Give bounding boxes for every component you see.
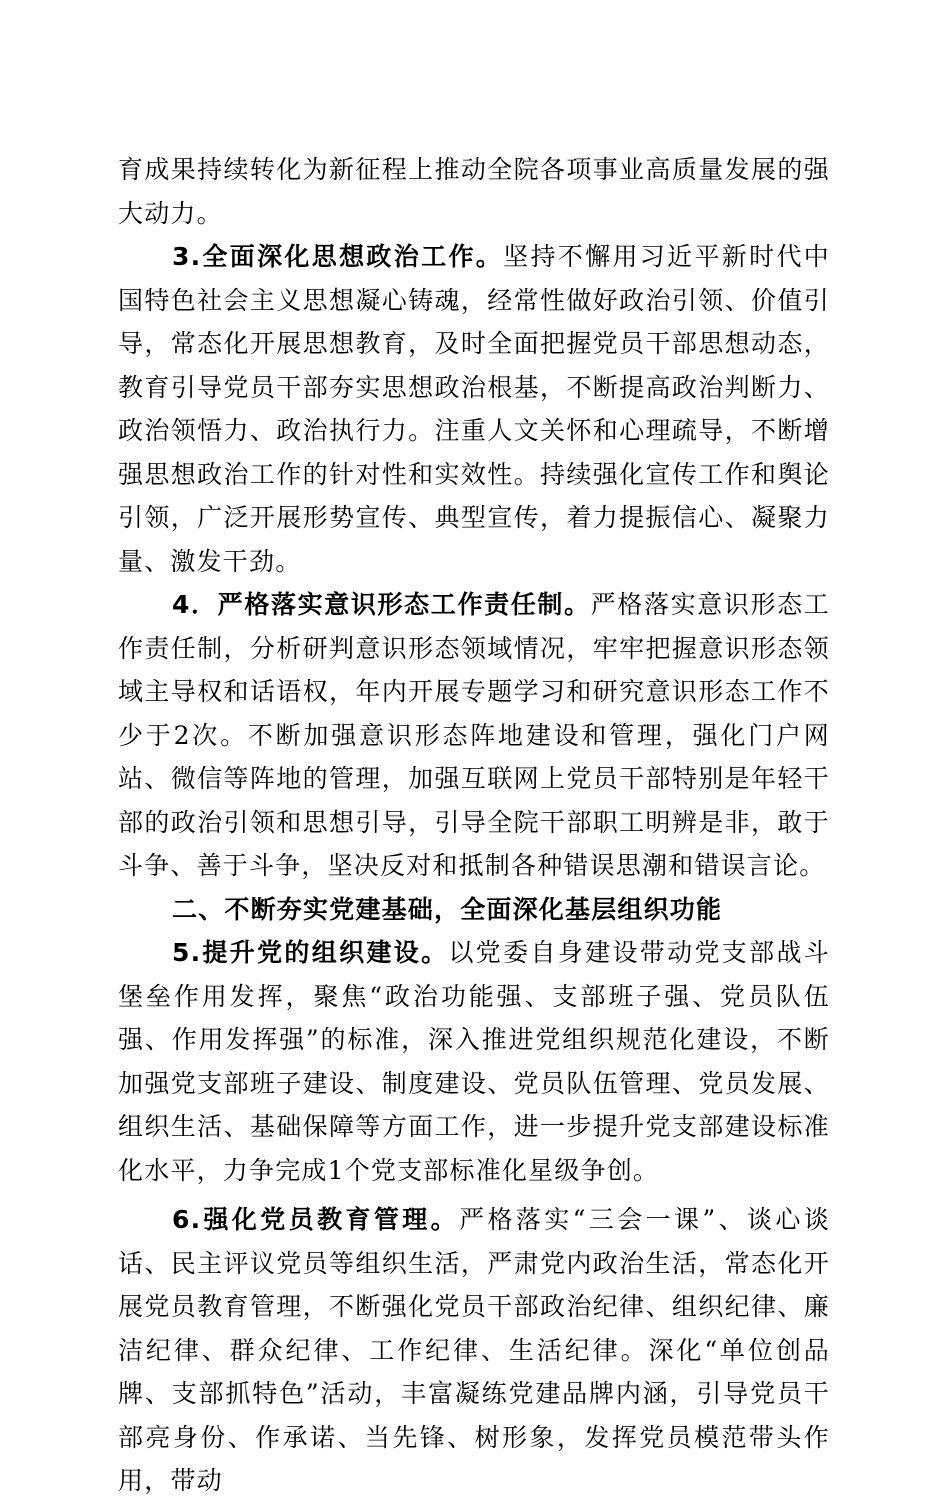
paragraph-lead-title: 3.全面深化思想政治工作。 xyxy=(172,242,504,271)
section-heading xyxy=(118,888,830,932)
paragraph-text: 育成果持续转化为新征程上推动全院各项事业高质量发展的强大动力。 xyxy=(118,155,830,228)
paragraph-text: 严格落实意识形态工作责任制，分析研判意识形态领域情况，牢牢把握意识形态领域主导权和话语权，年内开展专题学习和研究意识形态工作不少于2次。不断加强意识形态阵地建设和管理，强化门户网站、微信等阵地的管理，加强互联网上党员干部特别是年轻干部的政治引领和思想引导，引导全院干部职工明辨是非，敢于斗争、善于斗争，坚决反对和抵制各种错误思潮和错误言论。 xyxy=(118,590,830,880)
paragraph-continuation xyxy=(118,148,830,235)
paragraph-organization-building xyxy=(118,931,830,1192)
paragraph-text: 严格落实“三会一课”、谈心谈话、民主评议党员等组织生活，严肃党内政治生活，常态化开展党员教育管理，不断强化党员干部政治纪律、组织纪律、廉洁纪律、群众纪律、工作纪律、生活纪律。深化“单位创品牌、支部抓特色”活动，丰富凝练党建品牌内涵，引导党员干部亮身份、作承诺、当先锋、树形象，发挥党员模范带头作用，带动 xyxy=(118,1205,831,1495)
paragraph-lead-title: 4．严格落实意识形态工作责任制。 xyxy=(172,590,591,619)
paragraph-text: 以党委自身建设带动党支部战斗堡垒作用发挥，聚焦“政治功能强、支部班子强、党员队伍强、作用发挥强”的标准，深入推进党组织规范化建设，不断加强党支部班子建设、制度建设、党员队伍管理、党员发展、组织生活、基础保障等方面工作，进一步提升党支部建设标准化水平，力争完成1个党支部标准化星级争创。 xyxy=(118,938,831,1185)
document-body xyxy=(118,148,830,1503)
section-heading-text: 二、不断夯实党建基础，全面深化基层组织功能 xyxy=(172,894,723,924)
paragraph-member-management xyxy=(118,1198,830,1503)
paragraph-text: 坚持不懈用习近平新时代中国特色社会主义思想凝心铸魂，经常性做好政治引领、价值引导，常态化开展思想教育，及时全面把握党员干部思想动态，教育引导党员干部夯实思想政治根基，不断提高政治判断力、政治领悟力、政治执行力。注重人文关怀和心理疏导，不断增强思想政治工作的针对性和实效性。持续强化宣传工作和舆论引领，广泛开展形势宣传、典型宣传，着力提振信心、凝聚力量、激发干劲。 xyxy=(118,242,830,576)
paragraph-ideological-work xyxy=(118,235,830,583)
paragraph-lead-title: 6.强化党员教育管理。 xyxy=(172,1205,460,1234)
paragraph-ideology-responsibility xyxy=(118,583,830,888)
paragraph-lead-title: 5.提升党的组织建设。 xyxy=(172,938,449,967)
